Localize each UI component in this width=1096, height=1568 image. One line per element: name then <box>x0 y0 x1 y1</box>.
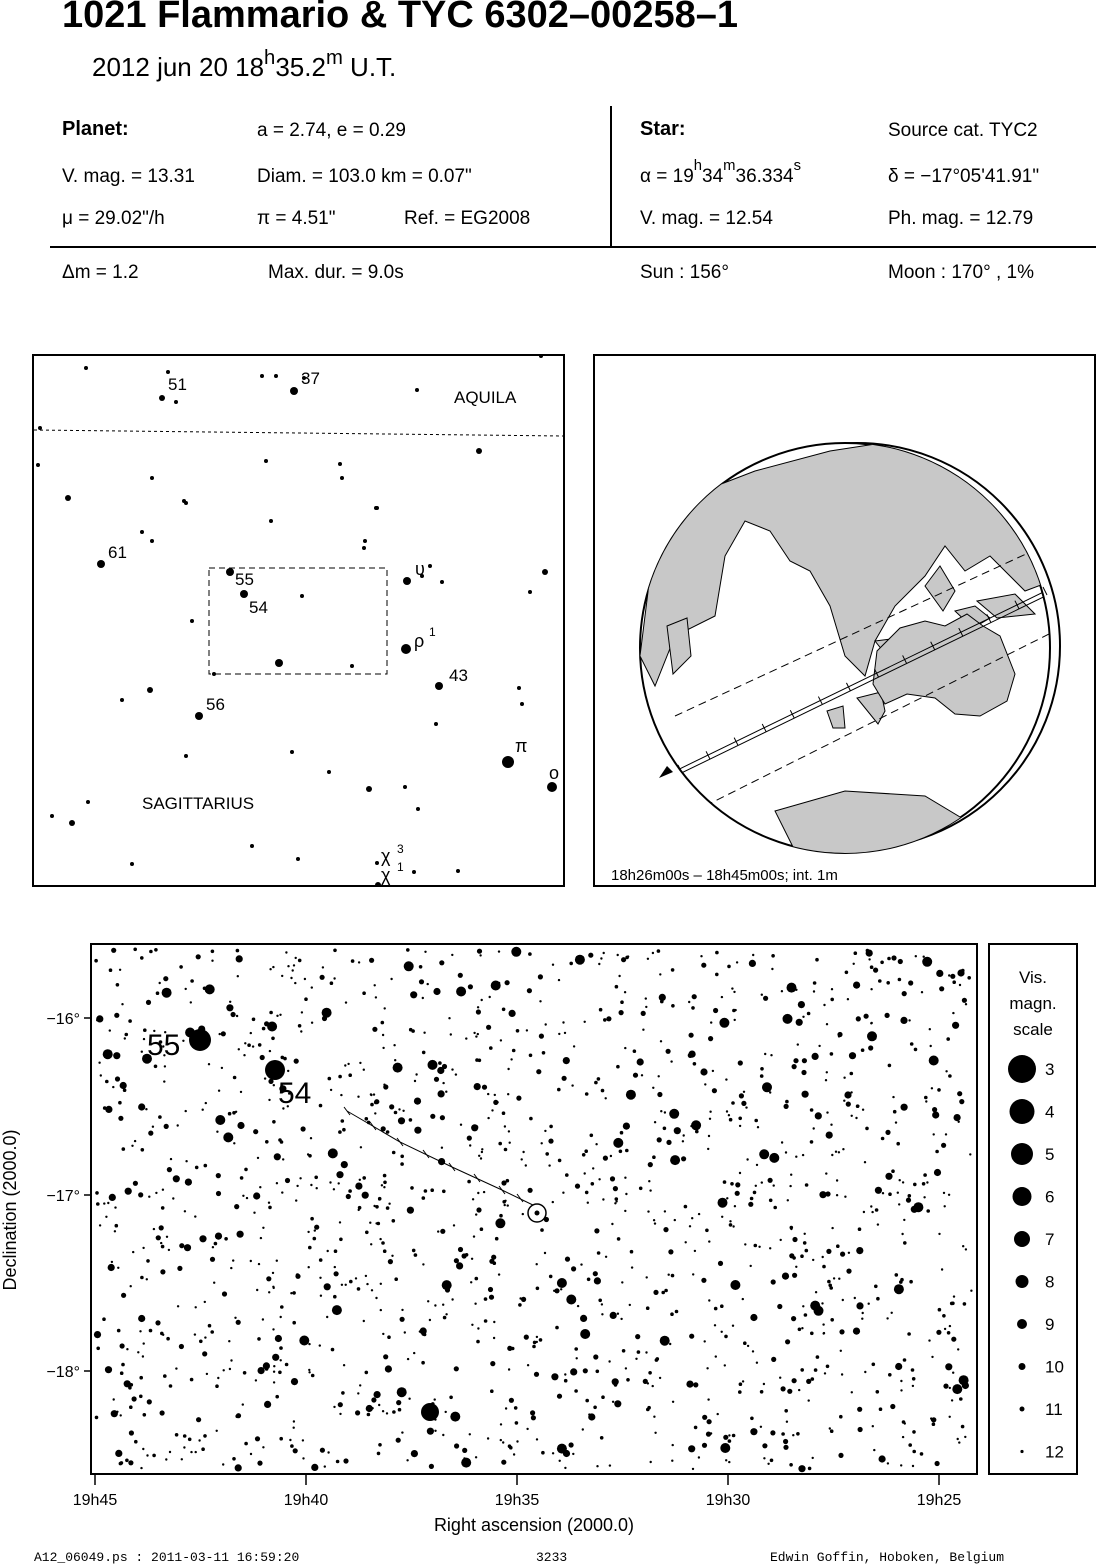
finder-star <box>269 519 273 523</box>
ytick-label-1: −16° <box>46 1011 80 1028</box>
magnitude-scale-svg <box>990 945 1076 1473</box>
star-label-51: 51 <box>168 375 187 394</box>
scale-dot <box>1020 1407 1025 1412</box>
finder-star <box>476 448 482 454</box>
constellation-boundary <box>34 430 563 436</box>
label-aquila: AQUILA <box>454 388 517 407</box>
finder-chart-svg <box>34 356 563 885</box>
finder-star <box>97 560 105 568</box>
star-label-rho: ρ <box>414 631 425 651</box>
hour-unit: h <box>264 47 276 69</box>
star-source: Source cat. TYC2 <box>888 120 1038 141</box>
star-phmag: Ph. mag. = 12.79 <box>888 208 1034 229</box>
finder-star <box>226 568 234 576</box>
finder-star <box>300 594 304 598</box>
max-duration: Max. dur. = 9.0s <box>268 262 404 283</box>
star-label-54: 54 <box>249 598 268 617</box>
xtick-label-5: 19h25 <box>916 1492 962 1509</box>
star-ra-s: s <box>793 158 802 174</box>
finder-star <box>38 426 42 430</box>
finder-star <box>182 499 186 503</box>
finder-star <box>159 395 165 401</box>
finder-star <box>65 495 71 501</box>
footer-file: A12_06049.ps : 2011-03-11 16:59:20 <box>34 1550 300 1565</box>
date-text: 2012 jun 20 18 <box>92 52 265 82</box>
minute-value: 35.2 <box>275 52 326 82</box>
finder-star <box>403 785 407 789</box>
scale-dot <box>1020 1450 1023 1453</box>
star-label-chi3-sup: 3 <box>397 842 404 856</box>
star-label-chi1-sup: 1 <box>397 860 404 874</box>
label-sagittarius: SAGITTARIUS <box>142 794 255 813</box>
finder-star <box>366 786 372 792</box>
finder-star <box>260 374 264 378</box>
finder-chart <box>32 354 565 887</box>
scale-title-1: Vis. <box>1018 968 1048 987</box>
detail-label-54: 54 <box>278 1077 312 1110</box>
info-divider-vertical <box>610 106 612 246</box>
finder-star <box>415 388 419 392</box>
finder-star <box>362 546 366 550</box>
star-heading: Star: <box>640 118 686 140</box>
finder-star <box>416 807 420 811</box>
star-ra-a: α = 19 <box>640 166 694 187</box>
finder-star <box>240 590 248 598</box>
finder-star <box>290 750 294 754</box>
finder-star <box>250 844 254 848</box>
star-dec: δ = −17°05'41.91" <box>888 166 1040 187</box>
finder-star <box>428 564 432 568</box>
xtick-label-1: 19h45 <box>72 1492 118 1509</box>
finder-star <box>150 539 154 543</box>
scale-dot <box>1016 1275 1029 1288</box>
planet-ref: Ref. = EG2008 <box>404 208 531 229</box>
finder-star <box>539 356 543 358</box>
finder-star <box>542 569 548 575</box>
star-label-chi1: χ <box>381 865 391 885</box>
finder-star <box>338 462 342 466</box>
scale-dot <box>1014 1231 1030 1247</box>
finder-star <box>350 664 354 668</box>
finder-star <box>120 698 124 702</box>
finder-star <box>296 857 300 861</box>
star-label-chi3: χ <box>381 846 391 866</box>
scale-dot <box>1008 1055 1036 1083</box>
finder-star <box>502 756 514 768</box>
x-axis-label: Right ascension (2000.0) <box>433 1515 635 1535</box>
xtick-label-2: 19h40 <box>283 1492 329 1509</box>
globe-time-caption: 18h26m00s – 18h45m00s; int. 1m <box>611 867 838 884</box>
magnitude-scale <box>988 943 1078 1475</box>
planet-orbit: a = 2.74, e = 0.29 <box>257 120 406 141</box>
finder-star <box>84 366 88 370</box>
finder-star <box>440 580 444 584</box>
scale-value: 10 <box>1045 1357 1064 1377</box>
finder-star <box>412 870 416 874</box>
scale-value: 11 <box>1045 1400 1063 1419</box>
star-ra <box>640 158 802 188</box>
globe-svg <box>595 356 1094 885</box>
finder-star <box>140 530 144 534</box>
planet-heading: Planet: <box>62 118 129 140</box>
finder-star <box>403 577 411 585</box>
page-title: 1021 Flammario & TYC 6302–00258–1 <box>62 0 738 36</box>
ytick-label-3: −18° <box>46 1364 80 1381</box>
scale-value: 3 <box>1045 1060 1055 1079</box>
y-axis-label: Declination (2000.0) <box>0 1129 20 1291</box>
finder-star <box>520 702 524 706</box>
sun-elongation: Sun : 156° <box>640 262 729 283</box>
star-label-61: 61 <box>108 543 127 562</box>
star-label-55: 55 <box>235 570 254 589</box>
scale-title-2: magn. <box>1009 994 1057 1013</box>
scale-dot <box>1011 1143 1033 1165</box>
finder-star <box>166 370 170 374</box>
time-zone: U.T. <box>342 52 397 82</box>
finder-star <box>212 672 216 676</box>
finder-star <box>290 387 298 395</box>
finder-star <box>36 463 40 467</box>
finder-star <box>375 861 379 865</box>
star-label-rho-sup: 1 <box>429 625 436 639</box>
star-ra-b: 34 <box>702 166 724 187</box>
star-label-56: 56 <box>206 695 225 714</box>
planet-vmag: V. mag. = 13.31 <box>62 166 195 187</box>
finder-star <box>69 820 75 826</box>
path-direction-arrow <box>659 766 673 778</box>
star-ra-h: h <box>693 158 703 174</box>
footer-author: Edwin Goffin, Hoboken, Belgium <box>770 1550 1005 1565</box>
star-label-37: 37 <box>301 369 320 388</box>
scale-value: 8 <box>1045 1272 1055 1292</box>
detail-label-55: 55 <box>147 1029 181 1062</box>
finder-star <box>195 712 203 720</box>
finder-star <box>275 659 283 667</box>
finder-star <box>340 476 344 480</box>
ytick-label-2: −17° <box>46 1188 80 1205</box>
finder-star <box>435 682 443 690</box>
event-datetime <box>92 47 397 83</box>
star-ra-m: m <box>723 158 736 174</box>
scale-value: 12 <box>1045 1442 1064 1462</box>
finder-star <box>374 506 378 510</box>
scale-dot <box>1019 1363 1026 1370</box>
finder-star <box>547 782 557 792</box>
xtick-label-3: 19h35 <box>494 1492 540 1509</box>
finder-star <box>401 644 411 654</box>
star-label-omicron: o <box>549 763 560 783</box>
scale-rows <box>1008 1055 1064 1462</box>
finder-star <box>50 814 54 818</box>
finder-star <box>264 459 268 463</box>
finder-star <box>456 869 460 873</box>
scale-value: 9 <box>1045 1315 1055 1334</box>
scale-title-3: scale <box>1013 1020 1053 1039</box>
finder-star <box>363 539 367 543</box>
star-vmag: V. mag. = 12.54 <box>640 208 773 229</box>
delta-mag: Δm = 1.2 <box>62 262 139 283</box>
finder-star <box>86 800 90 804</box>
finder-star <box>190 619 194 623</box>
finder-star <box>174 400 178 404</box>
finder-star <box>434 722 438 726</box>
star-ra-c: 36.334 <box>735 166 794 187</box>
detail-axes <box>0 940 1096 1540</box>
finder-star <box>184 754 188 758</box>
finder-star <box>274 374 278 378</box>
star-label-43: 43 <box>449 666 468 685</box>
finder-star <box>147 687 153 693</box>
scale-value: 5 <box>1045 1145 1055 1164</box>
scale-value: 4 <box>1045 1102 1055 1122</box>
planet-parallax: π = 4.51" <box>257 208 336 229</box>
star-label-pi: π <box>515 736 528 756</box>
finder-star <box>327 770 331 774</box>
minute-unit: m <box>325 47 343 69</box>
planet-diam: Diam. = 103.0 km = 0.07" <box>257 166 472 187</box>
scale-value: 6 <box>1045 1187 1055 1207</box>
scale-dot <box>1013 1187 1032 1206</box>
finder-star <box>517 686 521 690</box>
info-divider-horizontal <box>50 246 1096 248</box>
scale-dot <box>1010 1099 1035 1124</box>
finder-star <box>130 862 134 866</box>
xtick-label-4: 19h30 <box>705 1492 751 1509</box>
moon-elongation: Moon : 170° , 1% <box>888 262 1034 283</box>
finder-star <box>528 590 532 594</box>
star-label-upsilon: υ <box>415 559 425 579</box>
planet-mu: μ = 29.02"/h <box>62 208 165 229</box>
scale-dot <box>1017 1319 1027 1329</box>
finder-star <box>150 476 154 480</box>
footer-number: 3233 <box>536 1550 568 1565</box>
scale-value: 7 <box>1045 1230 1055 1249</box>
globe-panel <box>593 354 1096 887</box>
